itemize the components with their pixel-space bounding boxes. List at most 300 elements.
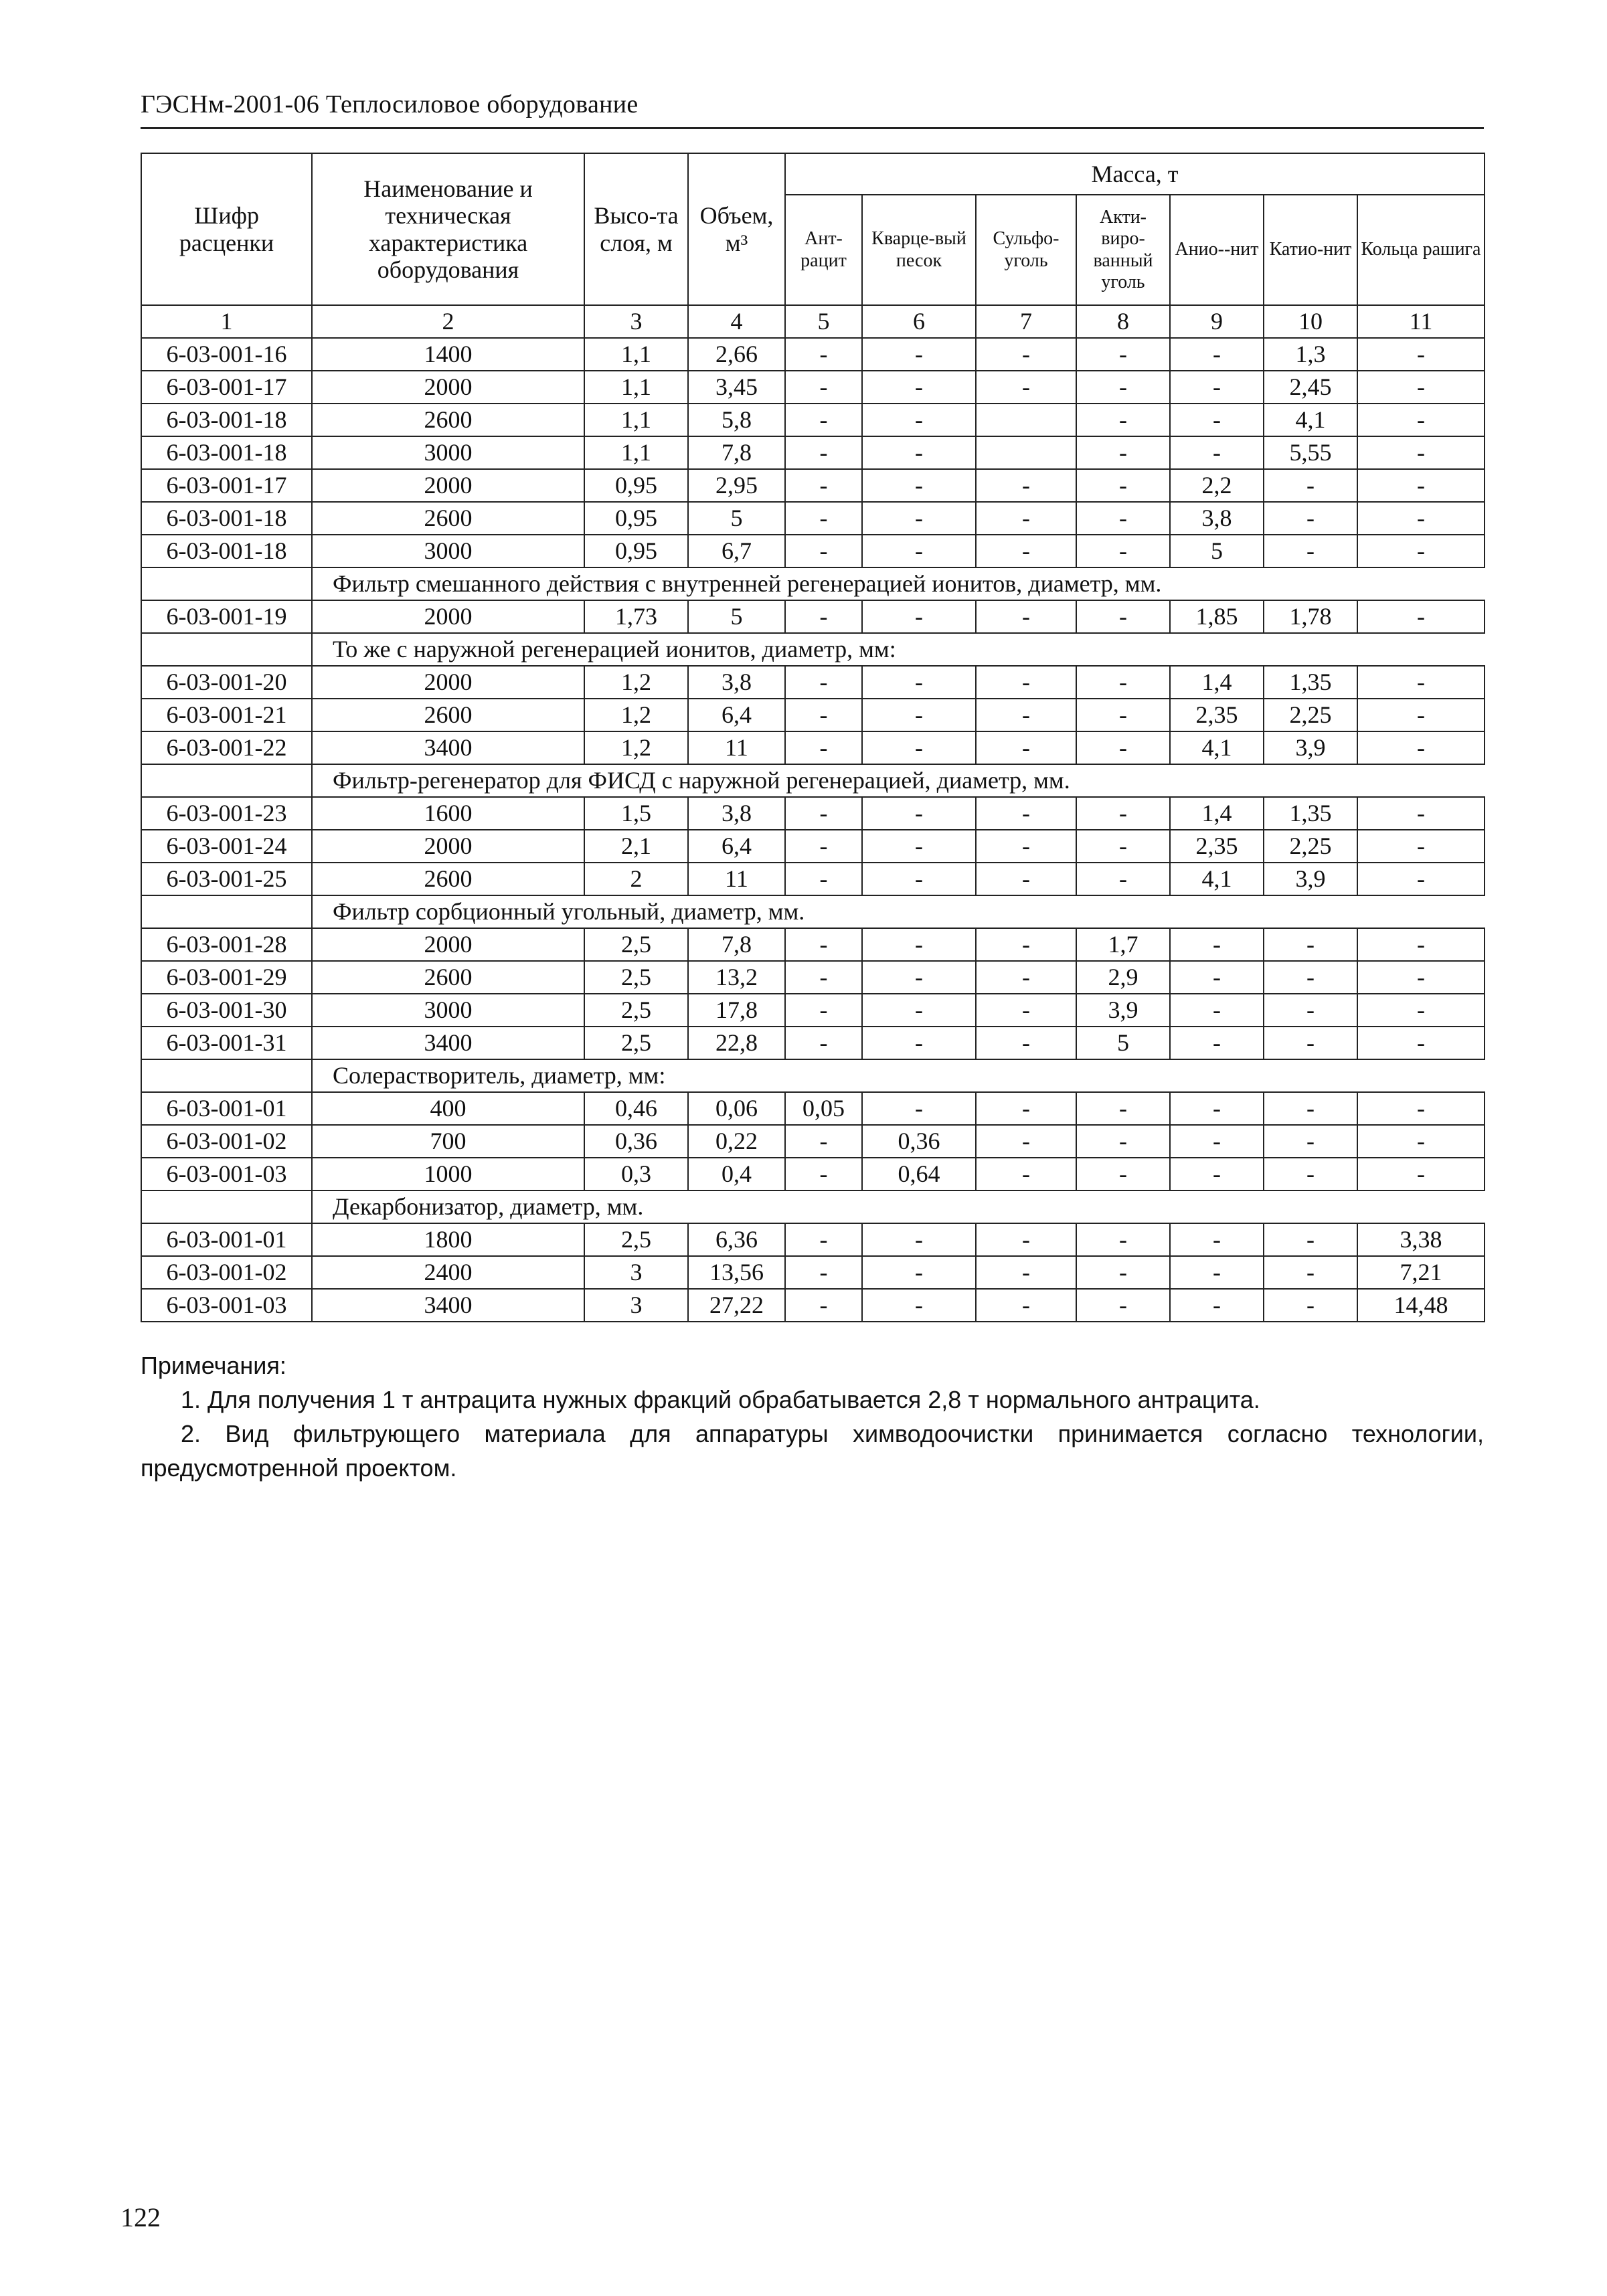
table-cell: - — [862, 994, 976, 1027]
column-number-cell: 3 — [584, 305, 688, 338]
table-cell: 2,9 — [1076, 961, 1170, 994]
table-cell: - — [785, 1289, 862, 1322]
table-cell: - — [862, 600, 976, 633]
col-header-anthracite: Ант-рацит — [785, 195, 862, 305]
table-cell: - — [785, 404, 862, 436]
section-header-row — [141, 895, 1485, 928]
table-cell: 1400 — [312, 338, 584, 371]
table-cell: 1,4 — [1170, 666, 1264, 699]
table-cell: - — [1357, 436, 1485, 469]
table-cell: 0,22 — [688, 1125, 785, 1158]
table-cell: - — [862, 863, 976, 895]
table-cell: - — [976, 1092, 1076, 1125]
table-cell: - — [976, 1027, 1076, 1059]
table-row — [141, 863, 1485, 895]
table-cell: 2000 — [312, 371, 584, 404]
section-title: То же с наружной регенерацией ионитов, диаметр, мм: — [312, 633, 1485, 666]
table-cell: 0,95 — [584, 502, 688, 535]
table-cell: - — [1357, 469, 1485, 502]
section-empty-cell — [141, 764, 312, 797]
section-header-row — [141, 567, 1485, 600]
table-cell: - — [1170, 436, 1264, 469]
table-cell: 6,4 — [688, 830, 785, 863]
table-cell: - — [1264, 502, 1357, 535]
table-cell: 2000 — [312, 666, 584, 699]
table-cell: 3,45 — [688, 371, 785, 404]
table-cell: 0,36 — [584, 1125, 688, 1158]
table-row — [141, 1092, 1485, 1125]
table-cell: - — [785, 600, 862, 633]
rate-code-cell: 6-03-001-16 — [141, 338, 312, 371]
col-header-activated-coal: Акти-виро-ванный уголь — [1076, 195, 1170, 305]
table-cell: 3400 — [312, 1027, 584, 1059]
table-cell: 5,55 — [1264, 436, 1357, 469]
rate-code-cell: 6-03-001-18 — [141, 436, 312, 469]
table-cell: - — [1076, 600, 1170, 633]
table-cell: - — [1357, 1158, 1485, 1190]
rate-code-cell: 6-03-001-01 — [141, 1092, 312, 1125]
table-cell: - — [862, 1223, 976, 1256]
table-cell: - — [862, 1027, 976, 1059]
table-cell: - — [1357, 666, 1485, 699]
table-cell: 3 — [584, 1256, 688, 1289]
table-cell: - — [1076, 404, 1170, 436]
section-title: Фильтр-регенератор для ФИСД с наружной регенерацией, диаметр, мм. — [312, 764, 1485, 797]
rate-code-cell: 6-03-001-18 — [141, 404, 312, 436]
table-cell: 3,8 — [1170, 502, 1264, 535]
table-cell: - — [785, 1256, 862, 1289]
table-cell: 5 — [688, 502, 785, 535]
table-cell: - — [1170, 961, 1264, 994]
col-header-sulfo-coal: Сульфо-уголь — [976, 195, 1076, 305]
table-cell: 1,1 — [584, 404, 688, 436]
table-cell: - — [862, 699, 976, 731]
table-cell: - — [785, 731, 862, 764]
table-cell: 1,35 — [1264, 666, 1357, 699]
table-cell: - — [862, 436, 976, 469]
table-cell: 4,1 — [1264, 404, 1357, 436]
table-cell: - — [1357, 1027, 1485, 1059]
table-cell: 2600 — [312, 404, 584, 436]
table-cell: - — [862, 1256, 976, 1289]
table-cell: 4,1 — [1170, 731, 1264, 764]
table-cell: 1000 — [312, 1158, 584, 1190]
table-cell: - — [785, 371, 862, 404]
table-cell: - — [976, 1158, 1076, 1190]
table-cell: 3,8 — [688, 666, 785, 699]
table-cell: - — [1357, 863, 1485, 895]
table-cell: 1,73 — [584, 600, 688, 633]
table-cell: 1,7 — [1076, 928, 1170, 961]
table-cell: - — [862, 666, 976, 699]
table-cell: - — [1076, 1256, 1170, 1289]
rate-code-cell: 6-03-001-03 — [141, 1158, 312, 1190]
table-cell: 3,9 — [1264, 863, 1357, 895]
table-cell: - — [1264, 1125, 1357, 1158]
table-cell: - — [1076, 1158, 1170, 1190]
table-cell: - — [862, 535, 976, 567]
rate-code-cell: 6-03-001-28 — [141, 928, 312, 961]
table-cell: 3,9 — [1264, 731, 1357, 764]
table-cell: - — [1170, 928, 1264, 961]
column-number-cell: 4 — [688, 305, 785, 338]
table-cell: - — [1357, 830, 1485, 863]
table-cell: - — [976, 1289, 1076, 1322]
table-cell: - — [785, 1223, 862, 1256]
column-number-cell: 6 — [862, 305, 976, 338]
column-number-cell: 10 — [1264, 305, 1357, 338]
table-cell: - — [1357, 502, 1485, 535]
table-cell: - — [862, 830, 976, 863]
table-cell: 1,2 — [584, 731, 688, 764]
table-row — [141, 1256, 1485, 1289]
column-number-cell: 9 — [1170, 305, 1264, 338]
table-row — [141, 666, 1485, 699]
table-cell: - — [976, 699, 1076, 731]
column-number-cell: 8 — [1076, 305, 1170, 338]
table-cell: - — [1076, 797, 1170, 830]
table-cell: 2,95 — [688, 469, 785, 502]
table-cell: 2,5 — [584, 994, 688, 1027]
rate-code-cell: 6-03-001-19 — [141, 600, 312, 633]
table-cell: - — [785, 338, 862, 371]
table-cell: - — [862, 469, 976, 502]
table-cell: 0,95 — [584, 469, 688, 502]
table-row — [141, 699, 1485, 731]
section-title: Фильтр смешанного действия с внутренней регенерацией ионитов, диаметр, мм. — [312, 567, 1485, 600]
table-cell: - — [976, 1223, 1076, 1256]
section-empty-cell — [141, 567, 312, 600]
section-title: Декарбонизатор, диаметр, мм. — [312, 1190, 1485, 1223]
table-row — [141, 404, 1485, 436]
table-cell: - — [976, 961, 1076, 994]
notes-heading: Примечания: — [141, 1352, 286, 1379]
table-cell: - — [862, 502, 976, 535]
table-cell: - — [1076, 469, 1170, 502]
table-cell: 1,1 — [584, 338, 688, 371]
table-cell: - — [976, 666, 1076, 699]
table-cell: 700 — [312, 1125, 584, 1158]
column-number-cell: 1 — [141, 305, 312, 338]
table-cell: 2,35 — [1170, 830, 1264, 863]
table-cell: 2600 — [312, 502, 584, 535]
table-cell: - — [1170, 338, 1264, 371]
col-header-name: Наименование и техническая характеристика оборудования — [312, 153, 584, 305]
table-cell: - — [1357, 1092, 1485, 1125]
table-cell: 0,36 — [862, 1125, 976, 1158]
table-cell: - — [1357, 535, 1485, 567]
note-2: 2. Вид фильтрующего материала для аппаратуры химводоочистки принимается согласно технологии, предусмотренной проектом. — [141, 1420, 1484, 1482]
col-header-code: Шифр расценки — [141, 153, 312, 305]
table-cell — [976, 404, 1076, 436]
table-cell: 5 — [1170, 535, 1264, 567]
table-cell: 11 — [688, 863, 785, 895]
table-cell: 2,25 — [1264, 830, 1357, 863]
table-cell: - — [1076, 371, 1170, 404]
table-cell: - — [785, 436, 862, 469]
table-cell: 2000 — [312, 469, 584, 502]
table-cell: - — [1357, 797, 1485, 830]
table-row — [141, 1223, 1485, 1256]
table-row — [141, 797, 1485, 830]
table-cell: - — [785, 994, 862, 1027]
column-number-cell: 11 — [1357, 305, 1485, 338]
table-cell: - — [1076, 338, 1170, 371]
table-cell: - — [1170, 404, 1264, 436]
table-cell — [976, 436, 1076, 469]
table-row — [141, 469, 1485, 502]
table-cell: - — [1076, 1223, 1170, 1256]
table-row — [141, 830, 1485, 863]
table-cell: 0,64 — [862, 1158, 976, 1190]
table-body — [141, 305, 1485, 1322]
table-cell: 1,78 — [1264, 600, 1357, 633]
table-cell: - — [976, 994, 1076, 1027]
table-cell: - — [1170, 1256, 1264, 1289]
table-cell: 0,46 — [584, 1092, 688, 1125]
table-cell: - — [1264, 1158, 1357, 1190]
table-cell: 1,1 — [584, 371, 688, 404]
table-cell: 1,2 — [584, 666, 688, 699]
table-row — [141, 928, 1485, 961]
table-cell: - — [785, 666, 862, 699]
table-cell: - — [862, 961, 976, 994]
table-row — [141, 535, 1485, 567]
column-number-cell: 7 — [976, 305, 1076, 338]
rate-code-cell: 6-03-001-02 — [141, 1256, 312, 1289]
table-cell: - — [1264, 1256, 1357, 1289]
table-head — [141, 153, 1485, 305]
table-cell: - — [1357, 338, 1485, 371]
table-cell: - — [1357, 699, 1485, 731]
table-cell: 17,8 — [688, 994, 785, 1027]
page-header-title: ГЭСНм-2001-06 Теплосиловое оборудование — [141, 90, 639, 118]
col-header-raschig-rings: Кольца рашига — [1357, 195, 1485, 305]
rate-code-cell: 6-03-001-21 — [141, 699, 312, 731]
table-cell: - — [976, 600, 1076, 633]
table-cell: - — [1170, 994, 1264, 1027]
table-cell: - — [785, 1027, 862, 1059]
rate-code-cell: 6-03-001-25 — [141, 863, 312, 895]
table-cell: - — [862, 797, 976, 830]
table-cell: - — [1357, 371, 1485, 404]
column-number-cell: 2 — [312, 305, 584, 338]
table-cell: - — [785, 830, 862, 863]
table-cell: 3,8 — [688, 797, 785, 830]
section-empty-cell — [141, 633, 312, 666]
section-empty-cell — [141, 1059, 312, 1092]
table-cell: 1,85 — [1170, 600, 1264, 633]
table-cell: 2600 — [312, 699, 584, 731]
section-title: Фильтр сорбционный угольный, диаметр, мм. — [312, 895, 1485, 928]
table-cell: - — [1357, 731, 1485, 764]
table-cell: - — [1357, 961, 1485, 994]
table-cell: - — [976, 371, 1076, 404]
column-number-cell: 5 — [785, 305, 862, 338]
rate-code-cell: 6-03-001-02 — [141, 1125, 312, 1158]
table-cell: - — [1076, 1092, 1170, 1125]
note-1: 1. Для получения 1 т антрацита нужных фракций обрабатывается 2,8 т нормального антрацита. — [181, 1386, 1260, 1414]
table-cell: - — [1357, 1125, 1485, 1158]
notes-section — [141, 1348, 1484, 1485]
table-cell: - — [785, 797, 862, 830]
table-cell: 3400 — [312, 731, 584, 764]
table-cell: - — [976, 502, 1076, 535]
table-cell: - — [862, 371, 976, 404]
table-cell: - — [1357, 404, 1485, 436]
table-cell: 1,4 — [1170, 797, 1264, 830]
table-cell: 13,56 — [688, 1256, 785, 1289]
section-header-row — [141, 1190, 1485, 1223]
table-cell: 14,48 — [1357, 1289, 1485, 1322]
table-cell: 6,7 — [688, 535, 785, 567]
table-cell: - — [862, 1289, 976, 1322]
table-cell: - — [1076, 436, 1170, 469]
section-header-row — [141, 764, 1485, 797]
table-row — [141, 600, 1485, 633]
rate-code-cell: 6-03-001-23 — [141, 797, 312, 830]
table-cell: - — [862, 1092, 976, 1125]
table-cell: 5,8 — [688, 404, 785, 436]
table-cell: 3,38 — [1357, 1223, 1485, 1256]
table-cell: - — [1264, 928, 1357, 961]
table-cell: 6,4 — [688, 699, 785, 731]
table-cell: - — [1076, 863, 1170, 895]
rate-code-cell: 6-03-001-01 — [141, 1223, 312, 1256]
header-rule — [141, 127, 1484, 129]
table-cell: - — [862, 404, 976, 436]
table-cell: 2,25 — [1264, 699, 1357, 731]
table-cell: - — [862, 928, 976, 961]
table-cell: 3000 — [312, 436, 584, 469]
table-cell: 2,5 — [584, 1223, 688, 1256]
section-header-row — [141, 1059, 1485, 1092]
col-header-mass-group: Масса, т — [785, 153, 1485, 195]
table-cell: 11 — [688, 731, 785, 764]
rate-code-cell: 6-03-001-29 — [141, 961, 312, 994]
rate-code-cell: 6-03-001-17 — [141, 371, 312, 404]
table-cell: 2,5 — [584, 961, 688, 994]
table-cell: - — [1264, 535, 1357, 567]
table-cell: 7,21 — [1357, 1256, 1485, 1289]
table-cell: - — [1076, 1289, 1170, 1322]
table-row — [141, 994, 1485, 1027]
table-cell: 2,2 — [1170, 469, 1264, 502]
table-cell: 13,2 — [688, 961, 785, 994]
table-row — [141, 436, 1485, 469]
table-cell: 1600 — [312, 797, 584, 830]
table-cell: - — [785, 863, 862, 895]
table-cell: 3000 — [312, 994, 584, 1027]
table-cell: - — [1076, 666, 1170, 699]
table-cell: - — [1264, 994, 1357, 1027]
table-cell: - — [1264, 1092, 1357, 1125]
table-cell: - — [1264, 1289, 1357, 1322]
table-cell: - — [976, 1125, 1076, 1158]
table-cell: - — [976, 797, 1076, 830]
table-cell: - — [785, 535, 862, 567]
table-cell: - — [1264, 961, 1357, 994]
table-cell: - — [1170, 371, 1264, 404]
col-header-quartz-sand: Кварце-вый песок — [862, 195, 976, 305]
table-cell: - — [862, 731, 976, 764]
col-header-volume: Объем, м³ — [688, 153, 785, 305]
rate-code-cell: 6-03-001-03 — [141, 1289, 312, 1322]
table-cell: 3000 — [312, 535, 584, 567]
table-cell: 6,36 — [688, 1223, 785, 1256]
table-cell: 2000 — [312, 928, 584, 961]
table-cell: - — [976, 830, 1076, 863]
table-cell: 2,45 — [1264, 371, 1357, 404]
table-cell: - — [1170, 1092, 1264, 1125]
rate-code-cell: 6-03-001-18 — [141, 502, 312, 535]
col-header-cationite: Катио-нит — [1264, 195, 1357, 305]
table-cell: - — [1264, 1027, 1357, 1059]
table-cell: - — [1076, 1125, 1170, 1158]
table-cell: 5 — [688, 600, 785, 633]
rates-table — [141, 153, 1485, 1322]
table-cell: 2600 — [312, 863, 584, 895]
table-cell: 1,5 — [584, 797, 688, 830]
column-number-row — [141, 305, 1485, 338]
table-cell: - — [1264, 1223, 1357, 1256]
table-cell: - — [785, 1125, 862, 1158]
table-cell: - — [785, 469, 862, 502]
section-header-row — [141, 633, 1485, 666]
section-title: Солерастворитель, диаметр, мм: — [312, 1059, 1485, 1092]
table-cell: 2,66 — [688, 338, 785, 371]
page-number: 122 — [120, 2202, 161, 2232]
table-cell: 1,2 — [584, 699, 688, 731]
table-cell: 7,8 — [688, 436, 785, 469]
table-row — [141, 961, 1485, 994]
table-cell: - — [785, 699, 862, 731]
table-cell: 0,4 — [688, 1158, 785, 1190]
table-cell: 2400 — [312, 1256, 584, 1289]
table-cell: - — [1170, 1223, 1264, 1256]
table-cell: - — [785, 1158, 862, 1190]
table-cell: 22,8 — [688, 1027, 785, 1059]
table-cell: 1,1 — [584, 436, 688, 469]
table-cell: - — [976, 928, 1076, 961]
table-cell: 0,95 — [584, 535, 688, 567]
table-cell: 1800 — [312, 1223, 584, 1256]
table-cell: - — [1076, 830, 1170, 863]
table-cell: - — [1264, 469, 1357, 502]
table-row — [141, 371, 1485, 404]
table-cell: - — [862, 338, 976, 371]
table-cell: - — [976, 535, 1076, 567]
table-cell: - — [1170, 1027, 1264, 1059]
table-cell: - — [785, 502, 862, 535]
rate-code-cell: 6-03-001-22 — [141, 731, 312, 764]
col-header-height: Высо-та слоя, м — [584, 153, 688, 305]
table-cell: - — [1357, 600, 1485, 633]
table-cell: 27,22 — [688, 1289, 785, 1322]
table-cell: 4,1 — [1170, 863, 1264, 895]
table-cell: - — [785, 961, 862, 994]
table-cell: 3400 — [312, 1289, 584, 1322]
table-cell: 5 — [1076, 1027, 1170, 1059]
table-cell: 7,8 — [688, 928, 785, 961]
table-cell: 2,1 — [584, 830, 688, 863]
table-cell: 2,35 — [1170, 699, 1264, 731]
table-row — [141, 502, 1485, 535]
table-cell: 3 — [584, 1289, 688, 1322]
table-cell: 0,06 — [688, 1092, 785, 1125]
rate-code-cell: 6-03-001-31 — [141, 1027, 312, 1059]
table-cell: 1,3 — [1264, 338, 1357, 371]
